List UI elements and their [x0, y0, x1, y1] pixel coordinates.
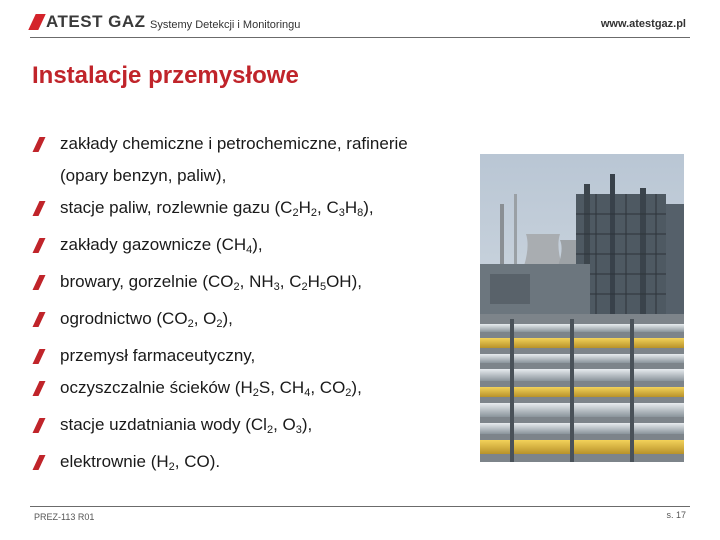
bullet-item	[32, 266, 532, 303]
bullet-marker-icon	[33, 349, 46, 364]
bullet-item	[32, 192, 532, 229]
bullet-text: ogrodnictwo ($CO_2$, $O_2$),	[60, 309, 233, 330]
bullet-text: zakłady gazownicze $(CH_4)$,	[60, 235, 263, 256]
bullet-item	[32, 409, 532, 446]
bullet-text: oczyszczalnie ścieków ($H_2S$, $CH_4$, $CO_2$),	[60, 378, 362, 399]
bullet-marker-icon	[33, 455, 46, 470]
bullet-item	[32, 446, 532, 483]
bullet-marker-icon	[33, 201, 46, 216]
bullet-text: zakłady chemiczne i petrochemiczne, rafinerie	[60, 134, 408, 153]
document-code: PREZ-113 R01	[34, 512, 95, 522]
bullet-text: przemysł farmaceutyczny,	[60, 346, 256, 365]
header-url: www.atestgaz.pl	[600, 18, 686, 30]
slide-header	[0, 0, 720, 40]
logo-slash-icon	[28, 14, 45, 30]
logo-text: ATEST GAZ	[46, 12, 146, 31]
bullet-list	[32, 128, 532, 483]
bullet-marker-icon	[33, 137, 46, 152]
footer-divider	[30, 506, 690, 507]
bullet-marker-icon	[33, 312, 46, 327]
header-divider	[30, 37, 690, 38]
bullet-marker-icon	[33, 418, 46, 433]
atest-gaz-logo	[32, 12, 146, 32]
slide-title: Instalacje przemysłowe	[32, 62, 299, 89]
bullet-marker-icon	[33, 275, 46, 290]
bullet-marker-icon	[33, 238, 46, 253]
bullet-item	[32, 229, 532, 266]
bullet-marker-icon	[33, 381, 46, 396]
bullet-item	[32, 340, 532, 372]
bullet-item	[32, 303, 532, 340]
bullet-text: elektrownie ($H_2$, CO).	[60, 452, 221, 473]
bullet-text: stacje paliw, rozlewnie gazu ($C_2H_2$, $C_3H_8$),	[60, 198, 374, 219]
page-number: s. 17	[666, 510, 686, 520]
bullet-text-continued: (opary benzyn, paliw),	[60, 166, 227, 185]
bullet-text: browary, gorzelnie ($CO_2$, $NH_3$, $C_2H_5OH$),	[60, 272, 362, 293]
bullet-item	[32, 128, 532, 192]
bullet-item	[32, 372, 532, 409]
header-subtitle: Systemy Detekcji i Monitoringu	[150, 19, 301, 31]
industrial-plant-photo	[480, 154, 684, 462]
bullet-text: stacje uzdatniania wody ($Cl_2$, $O_3$),	[60, 415, 313, 436]
